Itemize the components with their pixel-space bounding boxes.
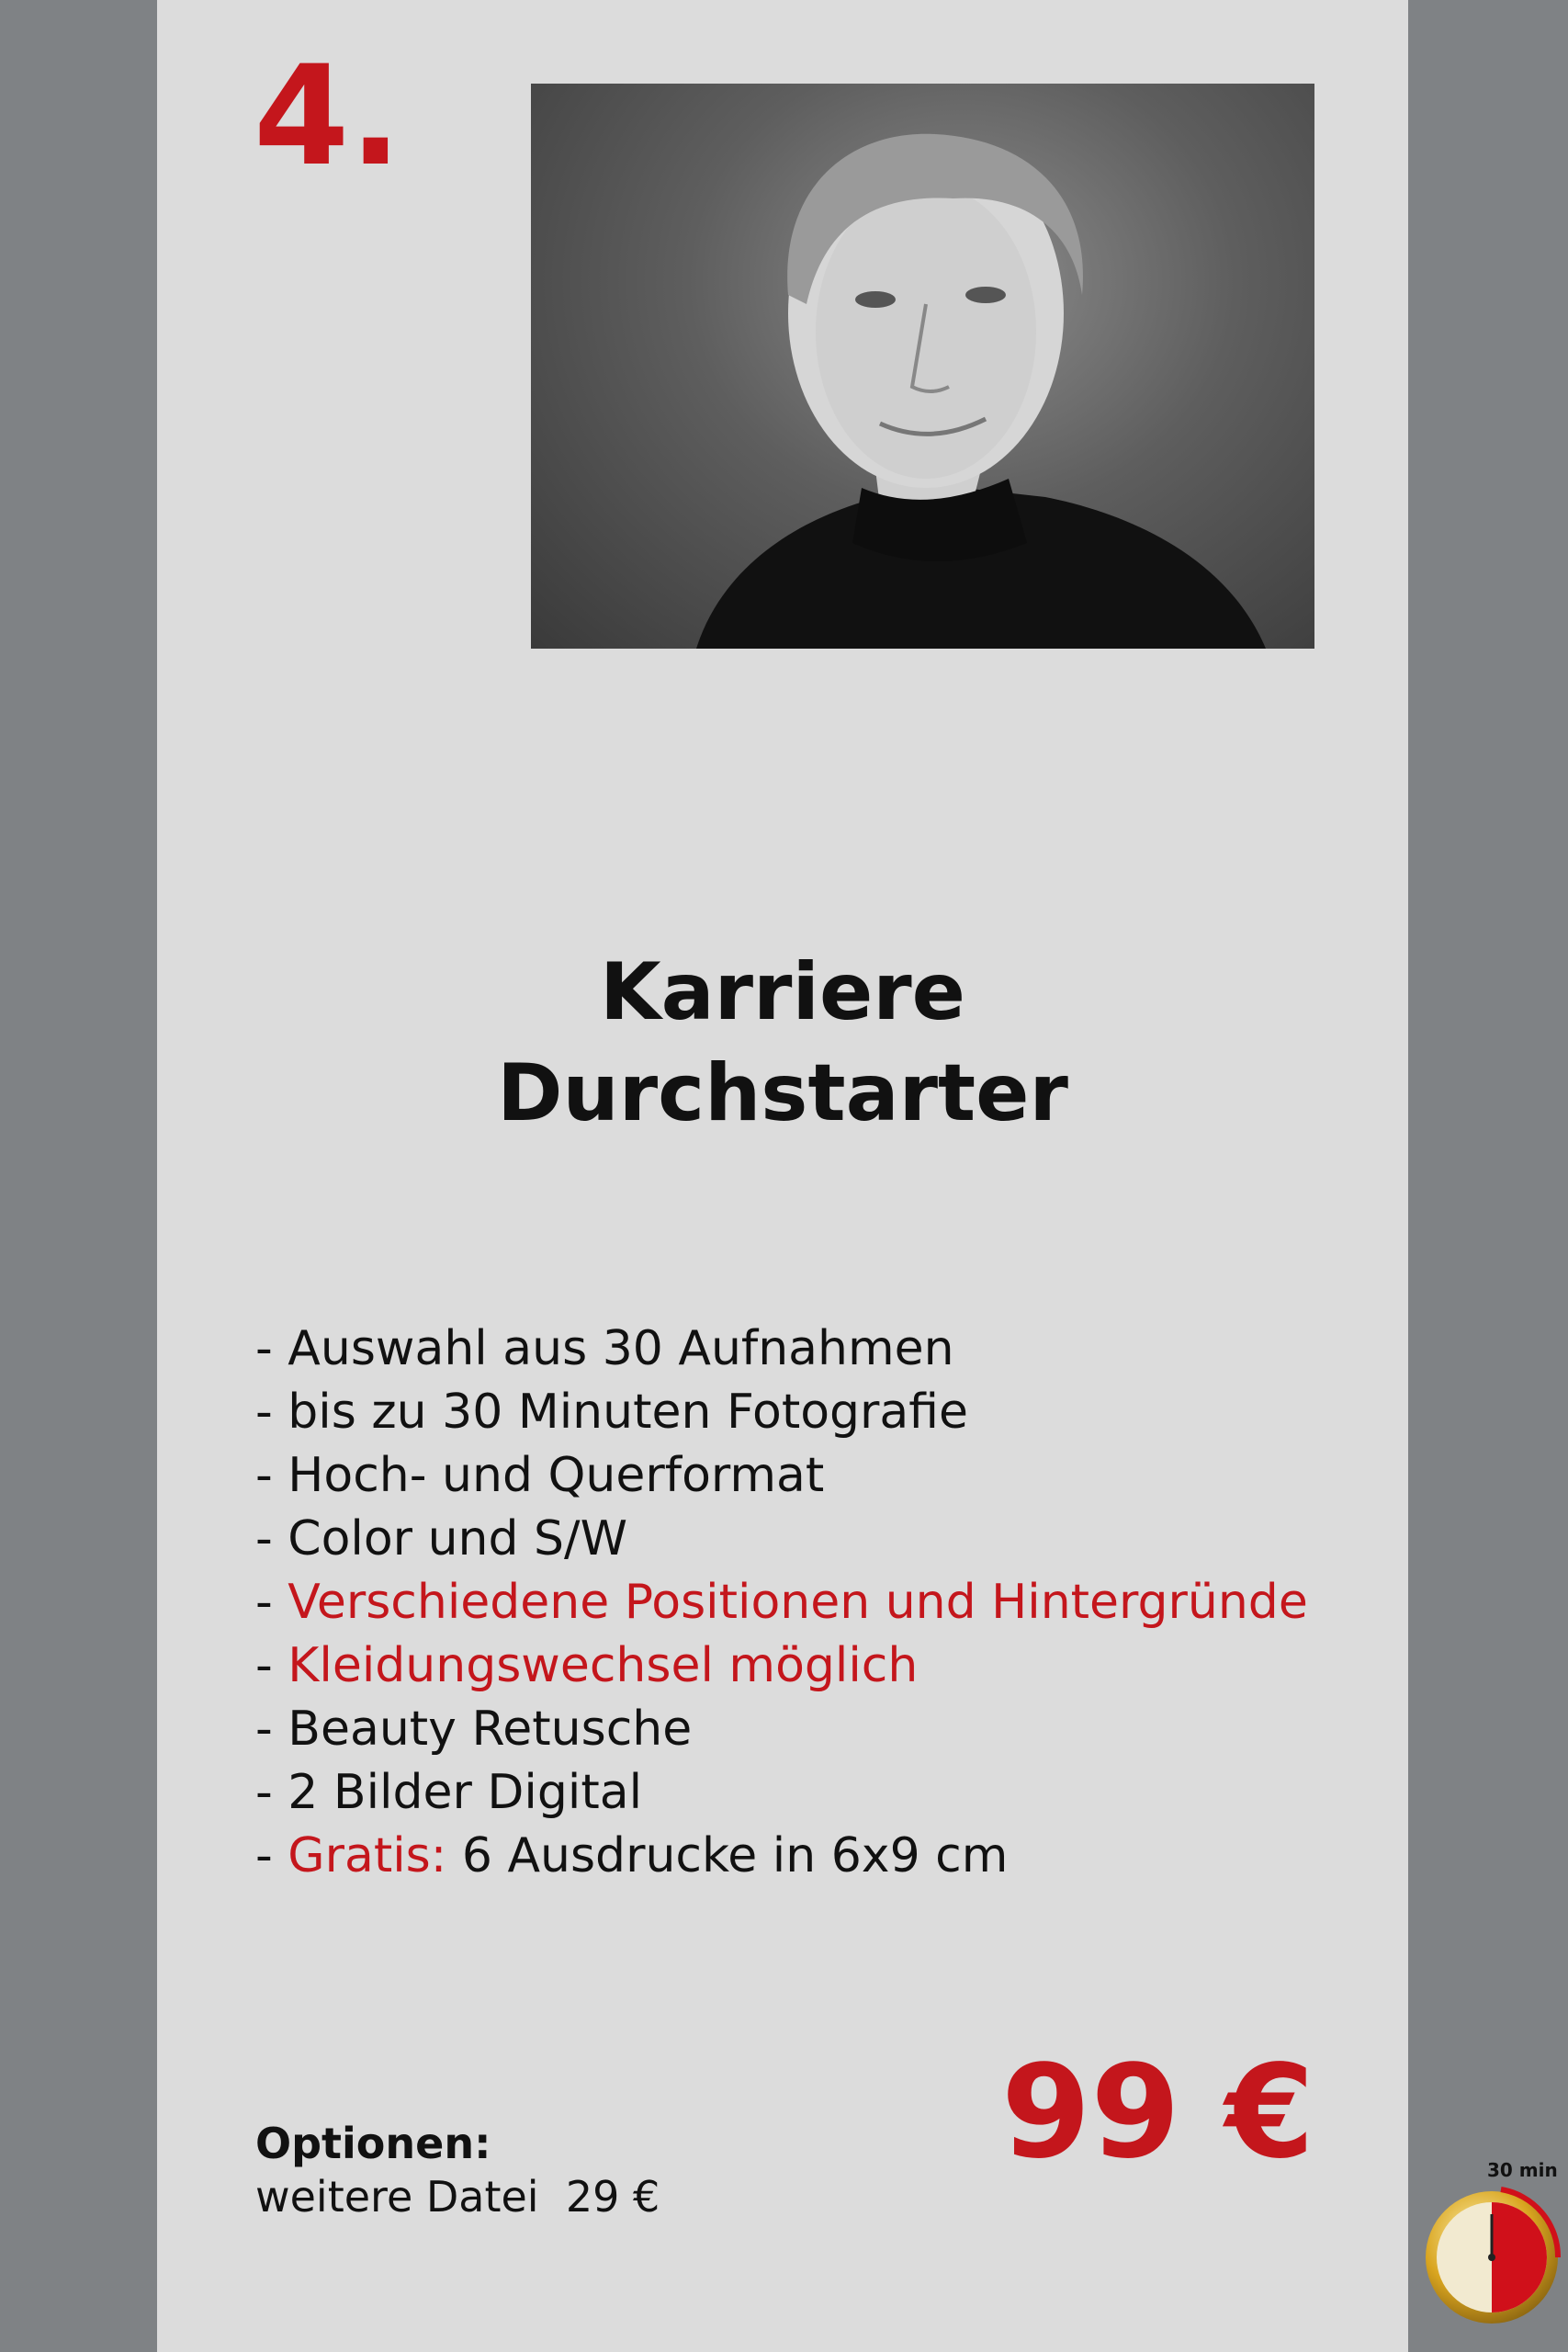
options-extra-file: weitere Datei 29 € (255, 2172, 660, 2222)
feature-item: - Beauty Retusche (255, 1702, 693, 1757)
feature-item: - Color und S/W (255, 1511, 627, 1566)
feature-item: - Gratis: 6 Ausdrucke in 6x9 cm (255, 1828, 1009, 1883)
timer-label: 30 min (1487, 2159, 1558, 2181)
portrait-photo (531, 84, 1314, 649)
feature-item: - Verschiedene Positionen und Hintergründe (255, 1575, 1308, 1630)
feature-item: - Kleidungswechsel möglich (255, 1638, 919, 1693)
feature-item: - 2 Bilder Digital (255, 1765, 643, 1820)
title-line-2: Durchstarter (497, 1047, 1068, 1139)
feature-item: - Hoch- und Querformat (255, 1448, 825, 1503)
options-heading: Optionen: (255, 2119, 491, 2168)
stopwatch-clock-icon (1420, 2182, 1567, 2329)
offer-title (157, 942, 1408, 1144)
title-line-1: Karriere (599, 946, 966, 1038)
feature-item: - bis zu 30 Minuten Fotografie (255, 1385, 969, 1440)
feature-item: - Auswahl aus 30 Aufnahmen (255, 1321, 954, 1376)
offer-number: 4. (254, 37, 402, 197)
price: 99 € (1001, 2038, 1314, 2188)
feature-list (255, 1317, 1308, 1888)
